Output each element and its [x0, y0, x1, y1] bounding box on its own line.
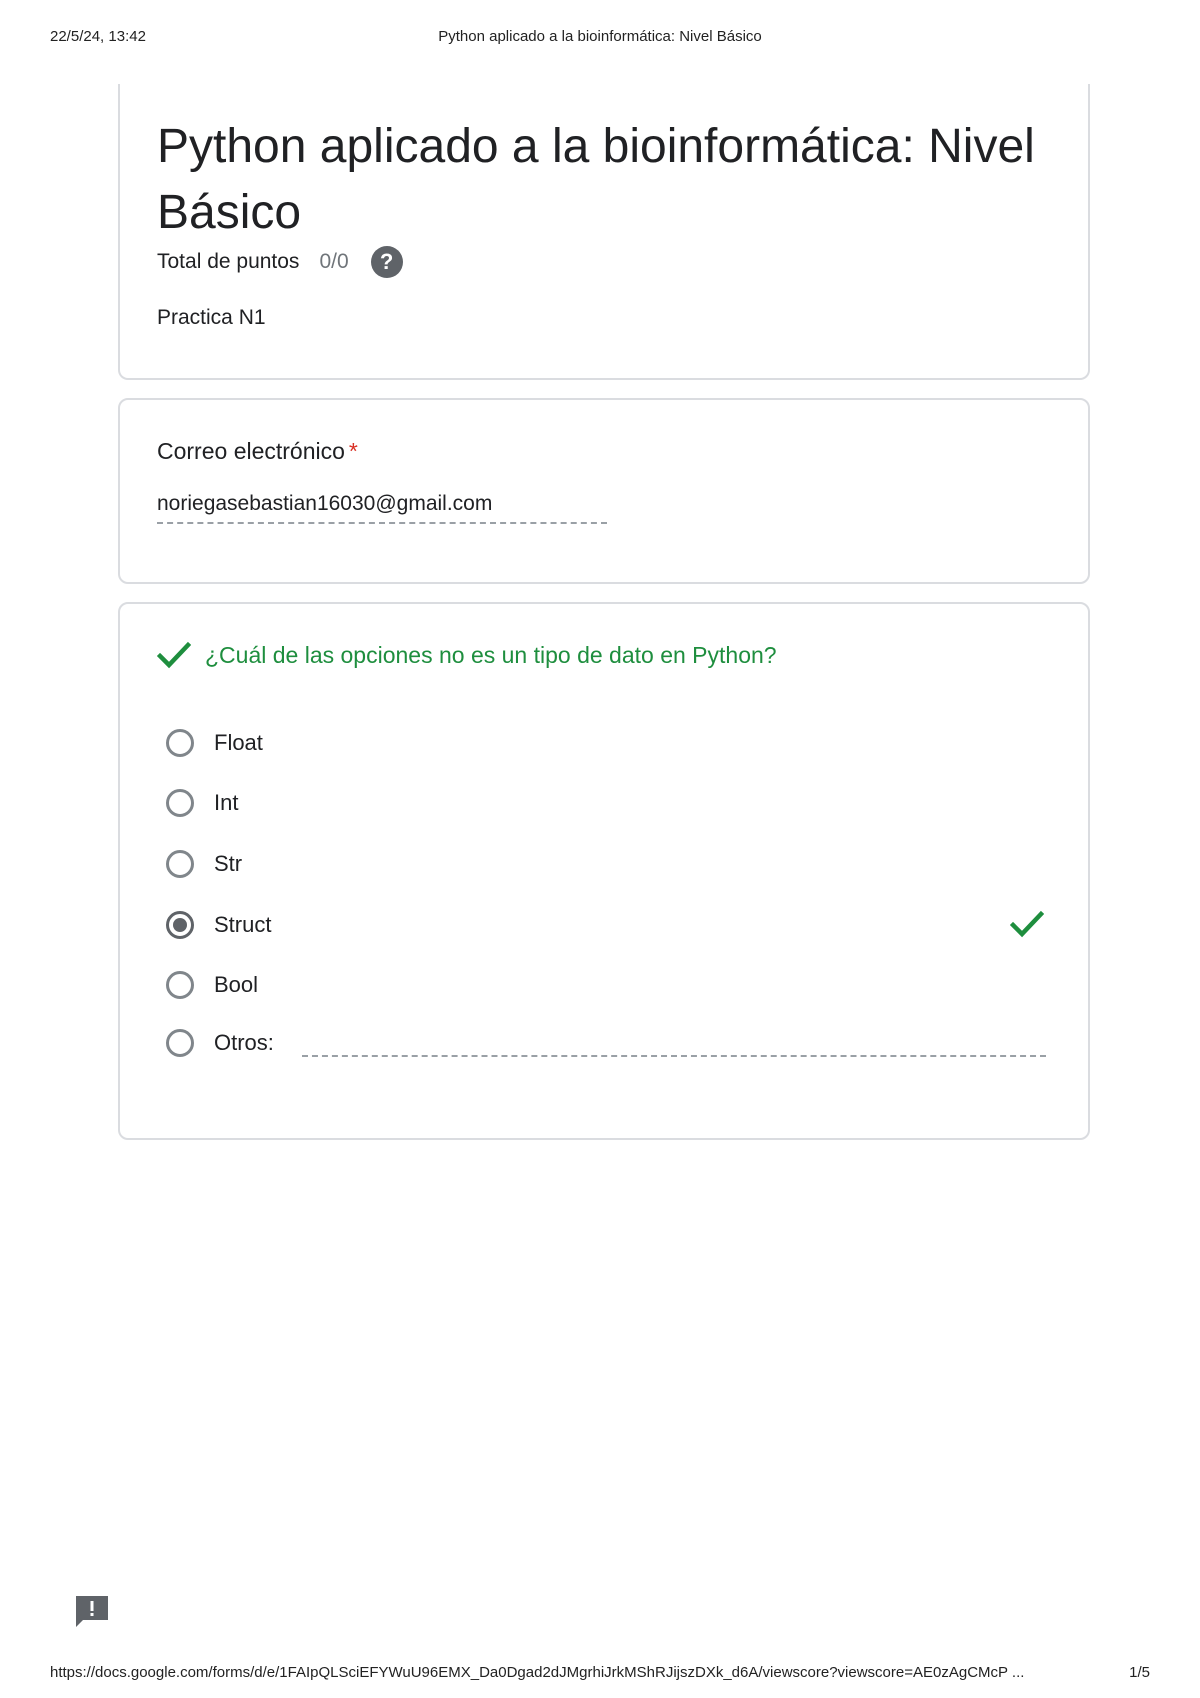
print-datetime: 22/5/24, 13:42	[50, 28, 146, 45]
form-description: Practica N1	[157, 306, 266, 329]
option-label: Int	[214, 790, 239, 815]
option-label: Str	[214, 851, 243, 876]
option-label: Bool	[214, 972, 259, 997]
required-marker: *	[348, 438, 358, 464]
radio-button[interactable]	[166, 789, 194, 817]
print-header	[50, 28, 1150, 48]
question-text: ¿Cuál de las opciones no es un tipo de dato en Python?	[205, 641, 777, 668]
form-header-card	[118, 84, 1090, 380]
print-footer	[50, 1664, 1150, 1684]
email-card	[118, 398, 1090, 584]
page-url: https://docs.google.com/forms/d/e/1FAIpQLSciEFYWuU96EMX_Da0Dgad2dJMgrhiJrkMShRJijszDXk_d6A/viewscore?viewscore=AE0zAgCMcP ...	[50, 1664, 1025, 1681]
email-label-text: Correo electrónico	[157, 438, 345, 464]
page-number: 1/5	[1129, 1664, 1150, 1681]
option-int[interactable]	[166, 783, 1046, 823]
form-title: Python aplicado a la bioinformática: Nivel Básico	[157, 120, 1035, 239]
option-bool[interactable]	[166, 965, 1046, 1005]
points-value: 0/0	[319, 250, 349, 273]
email-label	[157, 438, 358, 465]
radio-button[interactable]	[166, 850, 194, 878]
option-other[interactable]	[166, 1023, 1046, 1063]
radio-button-selected[interactable]	[166, 911, 194, 939]
print-doc-title: Python aplicado a la bioinformática: Nivel Básico	[438, 28, 762, 45]
radio-button[interactable]	[166, 729, 194, 757]
feedback-icon[interactable]	[74, 1594, 110, 1630]
email-field: noriegasebastian16030@gmail.com	[157, 492, 607, 524]
option-float[interactable]	[166, 723, 1046, 763]
checkmark-icon	[157, 640, 191, 670]
checkmark-icon	[1010, 909, 1044, 939]
points-label: Total de puntos	[157, 250, 300, 273]
option-label: Float	[214, 730, 263, 755]
option-struct[interactable]	[166, 905, 1046, 945]
option-label: Struct	[214, 912, 272, 937]
radio-button[interactable]	[166, 1029, 194, 1057]
other-text-input[interactable]	[302, 1055, 1046, 1057]
question-card	[118, 602, 1090, 1140]
radio-button[interactable]	[166, 971, 194, 999]
question-mark-icon[interactable]: ?	[371, 246, 403, 278]
question-header	[157, 640, 777, 670]
total-points-row	[157, 244, 403, 280]
option-str[interactable]	[166, 844, 1046, 884]
option-label: Otros:	[214, 1030, 274, 1055]
